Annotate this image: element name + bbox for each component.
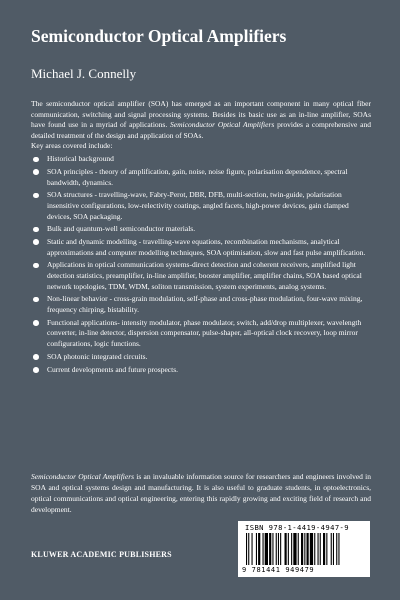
barcode-bar xyxy=(252,533,253,565)
intro-book-title: Semiconductor Optical Amplifiers xyxy=(170,120,275,130)
key-area-item xyxy=(31,190,371,222)
barcode-bar xyxy=(256,533,257,565)
barcode-bar xyxy=(288,533,289,565)
barcode-bar xyxy=(318,533,319,565)
key-area-item xyxy=(31,167,371,188)
bullet-icon xyxy=(33,227,39,233)
key-area-text: SOA photonic integrated circuits. xyxy=(47,351,148,361)
key-area-text: Current developments and future prospects. xyxy=(47,364,179,374)
bullet-icon xyxy=(33,239,39,245)
barcode-bar xyxy=(298,533,299,565)
barcode-bar xyxy=(291,533,292,565)
key-area-item xyxy=(31,237,371,258)
publisher-name: KLUWER ACADEMIC PUBLISHERS xyxy=(31,550,172,559)
bullet-icon xyxy=(33,320,39,326)
bullet-icon xyxy=(33,169,39,175)
barcode-bar xyxy=(276,533,277,565)
barcode-bar xyxy=(323,533,325,565)
barcode-bar xyxy=(338,533,339,565)
key-area-item xyxy=(31,154,371,165)
key-area-item xyxy=(31,365,371,376)
bullet-icon xyxy=(33,263,39,269)
bullet-icon xyxy=(33,157,39,163)
intro-paragraph xyxy=(31,99,371,141)
barcode-bar xyxy=(336,533,337,565)
description xyxy=(31,99,371,375)
book-title: Semiconductor Optical Amplifiers xyxy=(31,26,287,46)
barcode-bar xyxy=(263,533,264,565)
barcode-bar xyxy=(272,533,273,565)
key-area-text: Functional applications- intensity modulator, phase modulator, switch, add/drop multiplexer, wavelength converter, in-line detector, dispersion compensator, pulse-shaper, all-optical clock recovery, loop mirror configurations, logic functions. xyxy=(47,317,362,348)
intro-text-2: provides a comprehensive and detailed treatment of the design and application of SOAs. xyxy=(31,120,371,140)
isbn-label: ISBN 978-1-4419-4947-9 xyxy=(245,523,349,532)
closing-text: is an invaluable information source for researchers and engineers involved in SOA and optical systems design and manufacturing. It is also useful to graduate students, in optoelectronics, optical communications and optical engineering, entering this rapidly growing and exciting field of research and development. xyxy=(31,471,371,515)
key-areas-heading: Key areas covered include: xyxy=(31,141,113,151)
key-areas-list xyxy=(31,154,371,375)
barcode-bar xyxy=(280,533,281,565)
barcode-bar xyxy=(331,533,332,565)
key-area-text: Static and dynamic modelling - travelling-wave equations, recombination mechanisms, analytical approximations and computer modelling techniques, SOA optimisation, slow and fast pulse amplification. xyxy=(47,237,366,257)
bullet-icon xyxy=(33,354,39,360)
barcode-bar xyxy=(248,533,249,565)
key-area-text: Applications in optical communication systems-direct detection and coherent receivers, amplified light detection statistics, preamplifier, in-line amplifier, booster amplifier, amplifier chains, SOA based optical network topologies, TDM, WDM, soliton transmission, system experiments, analog systems. xyxy=(47,260,362,291)
key-area-text: Historical background xyxy=(47,154,114,164)
barcode-bar xyxy=(320,533,321,565)
barcode-bar xyxy=(307,533,309,565)
bullet-icon xyxy=(33,193,39,199)
intro-text-1: The semiconductor optical amplifier (SOA) has emerged as an important component in many optical fiber communication, switching and signal processing systems. Besides its basic use as an in-line amplifier, SOAs have found use in a myriad of applications. xyxy=(31,99,371,130)
key-area-text: SOA principles - theory of amplification, gain, noise, noise figure, polarisation dependence, spectral bandwidth, dynamics. xyxy=(47,166,348,187)
bullet-icon xyxy=(33,367,39,373)
barcode-bar xyxy=(314,533,315,565)
key-area-text: Bulk and quantum-well semiconductor materials. xyxy=(47,224,196,234)
closing-book-title: Semiconductor Optical Amplifiers xyxy=(31,471,135,481)
bullet-icon xyxy=(33,297,39,303)
key-area-item xyxy=(31,260,371,292)
key-area-text: Non-linear behavior - cross-grain modulation, self-phase and cross-phase modulation, four-wave mixing, frequency chirping, bistability. xyxy=(47,294,363,314)
key-area-item xyxy=(31,352,371,363)
key-area-item xyxy=(31,224,371,235)
barcode-bar xyxy=(285,533,287,565)
barcode-bar xyxy=(304,533,305,565)
barcode-bar xyxy=(333,533,334,565)
barcode-bar xyxy=(269,533,271,565)
barcode-bar xyxy=(258,533,260,565)
barcode-bar xyxy=(265,533,268,565)
barcode-bar xyxy=(301,533,303,565)
closing-paragraph xyxy=(31,471,371,516)
barcode-bar xyxy=(246,533,247,565)
barcode-bar xyxy=(326,533,327,565)
isbn-barcode xyxy=(238,521,370,577)
key-area-item xyxy=(31,318,371,350)
barcode-bar xyxy=(293,533,296,565)
barcode-bar xyxy=(310,533,313,565)
barcode-bars xyxy=(246,533,362,565)
key-area-item xyxy=(31,294,371,315)
barcode-bar xyxy=(278,533,279,565)
key-area-text: SOA structures - travelling-wave, Fabry-Perot, DBR, DFB, multi-section, twin-guide, polarisation insensitive configurations, low-relectivity coatings, angled facets, high-power devices, gain clamped devices, SOA packaging. xyxy=(47,190,349,221)
ean-digits: 9 781441 949479 xyxy=(242,566,315,574)
author-name: Michael J. Connelly xyxy=(31,66,137,81)
